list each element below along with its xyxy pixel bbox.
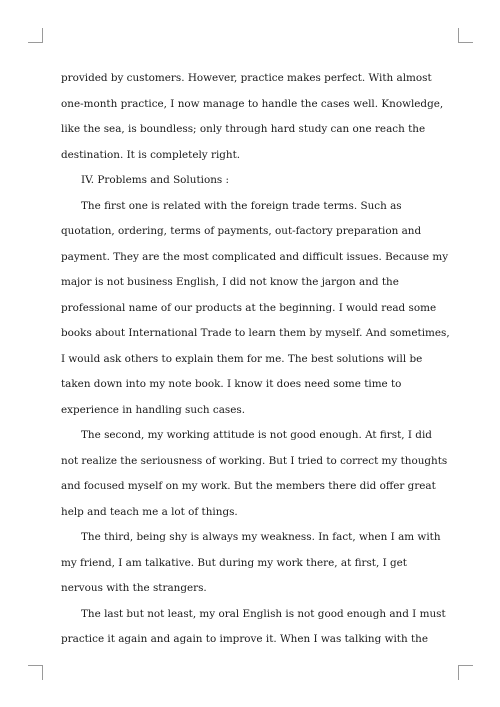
text-line: my friend, I am talkative. But during my work there, at first, I get	[61, 556, 407, 569]
text-line: professional name of our products at the beginning. I would read some	[61, 301, 437, 314]
text-line: like the sea, is boundless; only through hard study can one reach the	[61, 123, 426, 135]
document-body	[61, 66, 450, 653]
crop-mark-top-right	[458, 28, 473, 43]
crop-mark-bottom-left	[28, 665, 43, 680]
text-line: experience in handling such cases.	[61, 403, 246, 416]
text-line: books about International Trade to learn them by myself. And sometimes,	[61, 327, 450, 339]
text-line: provided by customers. However, practice makes perfect. With almost	[61, 72, 432, 84]
text-line: not realize the seriousness of working. But I tried to correct my thoughts	[61, 454, 448, 467]
text-line: help and teach me a lot of things.	[61, 505, 238, 518]
text-line: practice it again and again to improve it. When I was talking with the	[61, 633, 428, 645]
crop-mark-bottom-right	[458, 665, 473, 680]
text-line: The third, being shy is always my weakness. In fact, when I am with	[81, 531, 441, 543]
text-line: taken down into my note book. I know it does need some time to	[61, 378, 402, 390]
text-line: destination. It is completely right.	[61, 148, 241, 161]
text-line: The last but not least, my oral English is not good enough and I must	[81, 607, 446, 620]
text-line: IV. Problems and Solutions :	[81, 174, 230, 186]
text-line: payment. They are the most complicated and difficult issues. Because my	[61, 250, 449, 263]
text-line: and focused myself on my work. But the members there did offer great	[61, 480, 436, 492]
text-line: I would ask others to explain them for me. The best solutions will be	[61, 352, 423, 365]
crop-mark-top-left	[28, 28, 43, 43]
text-line: The second, my working attitude is not good enough. At first, I did	[81, 429, 432, 441]
text-line: quotation, ordering, terms of payments, out-factory preparation and	[61, 225, 422, 237]
text-line: major is not business English, I did not know the jargon and the	[61, 276, 399, 288]
text-line: one-month practice, I now manage to handle the cases well. Knowledge,	[61, 97, 444, 110]
text-line: The first one is related with the foreign trade terms. Such as	[81, 199, 402, 212]
text-line: nervous with the strangers.	[61, 582, 207, 594]
